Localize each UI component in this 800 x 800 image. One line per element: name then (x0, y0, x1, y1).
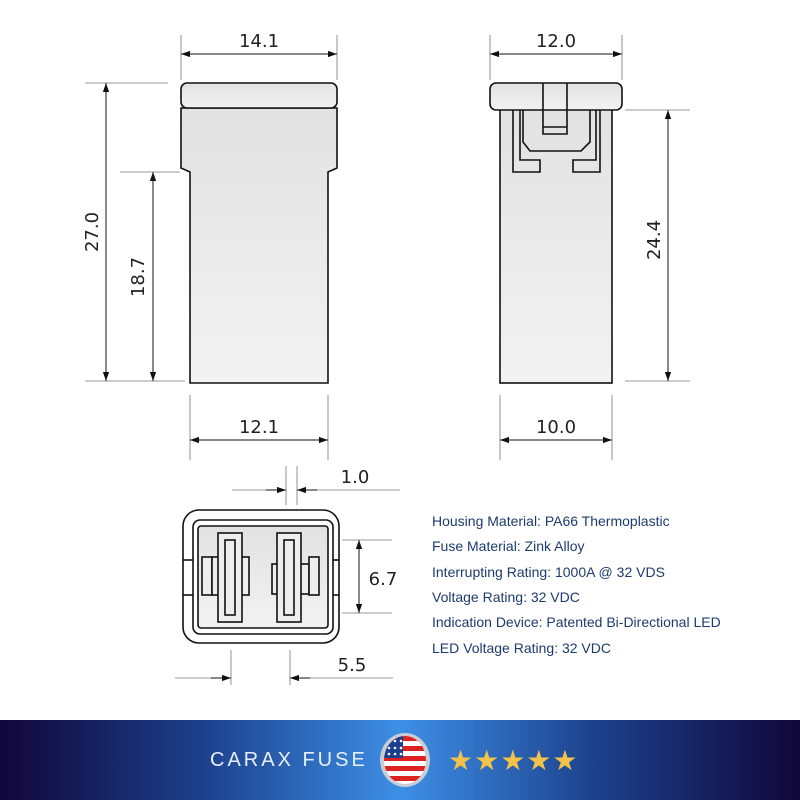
brand-name: CARAX FUSE (210, 749, 368, 771)
spec-voltage-rating: Voltage Rating: 32 VDC (432, 589, 580, 605)
dim-side-height: 24.4 (644, 219, 665, 261)
dim-bottom-gap: 1.0 (340, 467, 370, 488)
brand-banner (0, 720, 800, 800)
dim-front-height-body: 18.7 (128, 256, 149, 298)
dim-bottom-pitch: 5.5 (337, 655, 367, 676)
spec-interrupting-rating: Interrupting Rating: 1000A @ 32 VDS (432, 564, 665, 580)
dim-bottom-height: 6.7 (368, 569, 398, 590)
dim-front-width-top: 14.1 (238, 31, 280, 52)
side-view (490, 83, 622, 383)
front-view (181, 83, 337, 383)
dim-front-height-total: 27.0 (82, 211, 103, 253)
rating-stars-icon: ★★★★★ (448, 745, 579, 776)
spec-indication-device: Indication Device: Patented Bi-Directional LED (432, 614, 721, 630)
dim-side-width-top: 12.0 (535, 31, 577, 52)
dim-side-width-bottom: 10.0 (535, 417, 577, 438)
us-flag-icon (377, 732, 433, 788)
spec-fuse-material: Fuse Material: Zink Alloy (432, 538, 585, 554)
bottom-view (183, 510, 339, 643)
spec-led-voltage-rating: LED Voltage Rating: 32 VDC (432, 640, 611, 656)
dim-front-width-bottom: 12.1 (238, 417, 280, 438)
spec-housing-material: Housing Material: PA66 Thermoplastic (432, 513, 670, 529)
